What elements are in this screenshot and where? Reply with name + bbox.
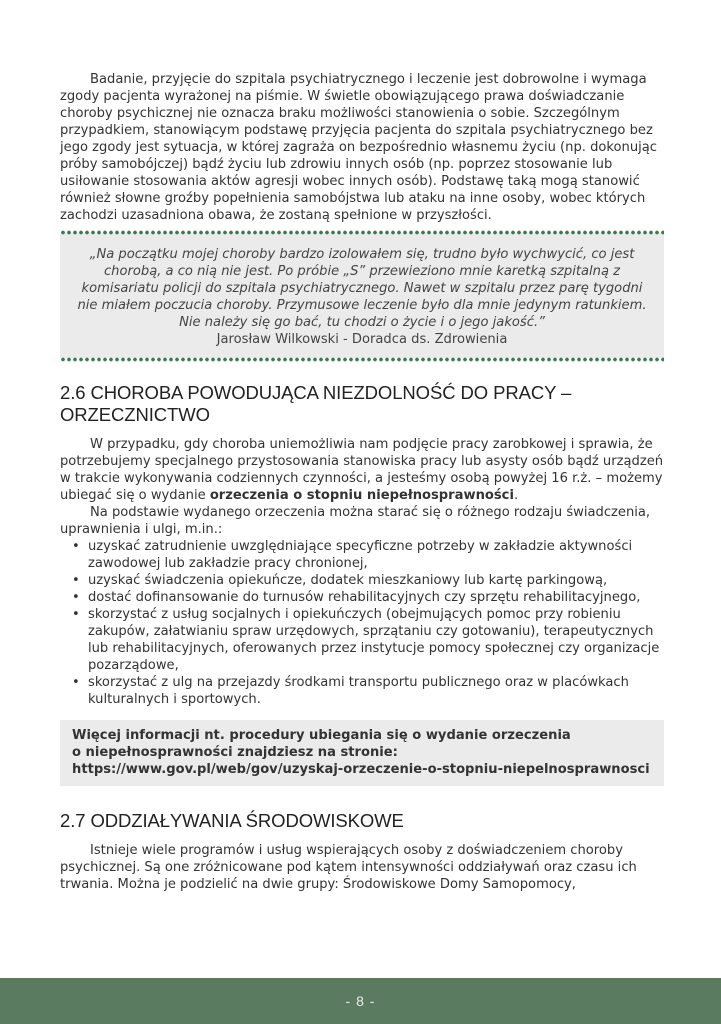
section-heading-2-7: 2.7 ODDZIAŁYWANIA ŚRODOWISKOWE: [60, 810, 404, 831]
list-item: • dostać dofinansowanie do turnusów rehabilitacyjnych czy sprzętu rehabilitacyjnego,: [88, 589, 664, 606]
paragraph-end: .: [513, 488, 519, 503]
quote-box: [60, 233, 664, 358]
quote-author: Jarosław Wilkowski - Doradca ds. Zdrowienia: [216, 332, 508, 347]
quote-text: „Na początku mojej choroby bardzo izolowałem się, trudno było wychwycić, co jest chorobą, a co nią nie jest. Po próbie „S” przewieziono mnie karetką szpitalną z komisariatu policji do szpitala psychiatrycznego. Nawet w szpitalu przez parę tygodni nie miałem poczucia choroby. Przymusowe leczenie było dla mnie jedynym ratunkiem. Nie należy się go bać, tu chodzi o życie i o jego jakość.”: [77, 247, 647, 330]
benefits-list: [60, 538, 664, 708]
info-url-link[interactable]: https://www.gov.pl/web/gov/uzyskaj-orzeczenie-o-stopniu-niepelnosprawnosci: [72, 762, 650, 777]
page-number: - 8 -: [345, 993, 376, 1009]
section-2-6-paragraph-2: Na podstawie wydanego orzeczenia można starać się o różnego rodzaju świadczenia, uprawnienia i ulgi, m.in.:: [60, 505, 651, 537]
paragraph-text: W przypadku, gdy choroba uniemożliwia nam podjęcie pracy zarobkowej i sprawia, że potrzebujemy specjalnego przystosowania stanowiska pracy lub asysty osób bądź urządzeń w trakcie wykonywania codziennych czynności, a jesteśmy osobą powyżej 16 r.ż. – możemy ubiegać się o wydanie: [60, 437, 664, 503]
list-item: • uzyskać świadczenia opiekuńcze, dodatek mieszkaniowy lub kartę parkingową,: [88, 572, 664, 589]
intro-paragraph: Badanie, przyjęcie do szpitala psychiatrycznego i leczenie jest dobrowolne i wymaga zgody pacjenta wyrażonej na piśmie. W świetle obowiązującego prawa doświadczanie choroby psychicznej nie oznacza braku możliwości stanowienia o sobie. Szczególnym przypadkiem, stanowiącym podstawę przyjęcia pacjenta do szpitala psychiatrycznego bez jego zgody jest sytuacja, w której zagraża on bezpośrednio własnemu życiu (np. dokonując próby samobójczej) bądź życiu lub zdrowiu innych osób (np. poprzez stosowanie lub usiłowanie stosowania aktów agresji wobec innych osób). Podstawę taką mogą stanowić również słowne groźby popełnienia samobójstwa lub ataku na inne osoby, wobec których zachodzi uzasadniona obawa, że zostaną spełnione w przyszłości.: [60, 72, 657, 223]
section-2-6-paragraph-1: [60, 436, 664, 504]
list-item: • uzyskać zatrudnienie uwzględniające specyficzne potrzeby w zakładzie aktywności zawodowej lub zakładzie pracy chronionej,: [88, 538, 664, 572]
page-footer: [0, 978, 721, 1024]
quote-top-dotted-border: [60, 230, 664, 235]
section-heading-2-6: 2.6 CHOROBA POWODUJĄCA NIEZDOLNOŚĆ DO PRACY – ORZECZNICTWO: [60, 382, 572, 425]
info-line-1: Więcej informacji nt. procedury ubiegania się o wydanie orzeczenia: [72, 728, 571, 743]
list-item: • skorzystać z ulg na przejazdy środkami transportu publicznego oraz w placówkach kulturalnych i sportowych.: [88, 674, 664, 708]
info-line-2: o niepełnosprawności znajdziesz na stronie:: [72, 745, 398, 760]
list-item: • skorzystać z usług socjalnych i opiekuńczych (obejmujących pomoc przy robieniu zakupów, załatwianiu spraw urzędowych, sprzątaniu czy gotowaniu), terapeutycznych lub rehabilitacyjnych, oferowanych przez instytucje pomocy społecznej czy organizacje pozarządowe,: [88, 606, 664, 674]
bold-term: orzeczenia o stopniu niepełnosprawności: [209, 488, 514, 503]
quote-bottom-dotted-border: [60, 357, 664, 362]
page-content: [60, 71, 664, 893]
section-2-7-paragraph-1: Istnieje wiele programów i usług wspierających osoby z doświadczeniem choroby psychicznej. Są one zróżnicowane pod kątem intensywności oddziaływań oraz czasu ich trwania. Można je podzielić na dwie grupy: Środowiskowe Domy Samopomocy,: [60, 843, 637, 892]
info-box: [60, 720, 664, 786]
